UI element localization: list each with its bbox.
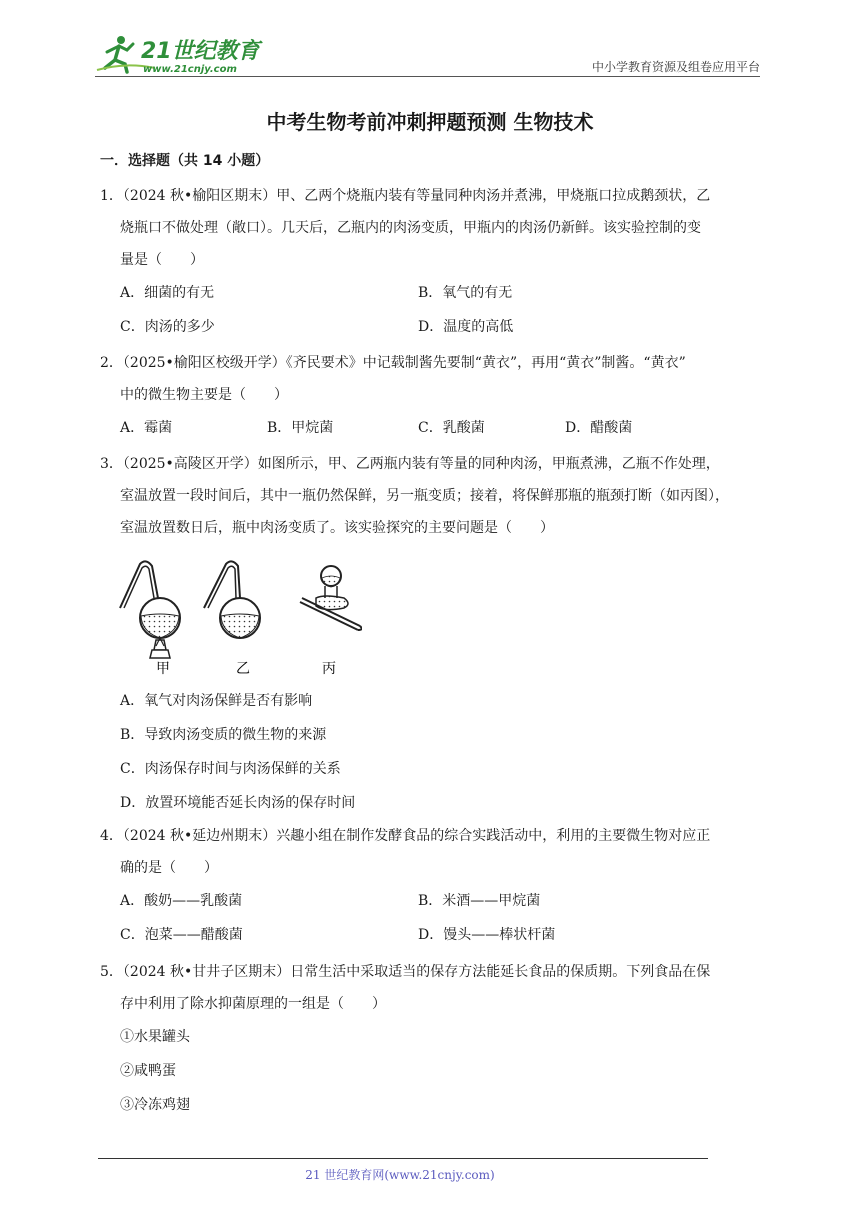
question-1-options-row-1 [100, 276, 762, 310]
question-4-options-row-1 [100, 884, 762, 918]
option-a[interactable]: A．细菌的有无 [120, 285, 215, 301]
question-1-line-2: 烧瓶口不做处理（敞口）。几天后，乙瓶内的肉汤变质，甲瓶内的肉汤仍新鲜。该实验控制的变 [120, 220, 701, 236]
page-header [95, 28, 760, 78]
option-c[interactable]: C．泡菜——醋酸菌 [120, 927, 243, 943]
footer-divider [98, 1158, 708, 1159]
option-d[interactable]: D．醋酸菌 [565, 420, 633, 436]
section-heading: 一．选择题（共 14 小题） [100, 153, 270, 169]
page-title: 中考生物考前冲刺押题预测 生物技术 [266, 110, 594, 134]
flask-jia-icon [120, 561, 180, 658]
question-3 [100, 448, 762, 544]
option-a[interactable]: A．霉菌 [120, 420, 173, 436]
question-2-line-1: 2．（2025•榆阳区校级开学）《齐民要术》中记载制酱先要制“黄衣”，再用“黄衣”制酱。“黄衣” [100, 355, 686, 371]
flask-experiment-figure [118, 560, 362, 675]
question-1-line-3: 量是（ ） [120, 252, 204, 268]
flask-bing-icon [300, 566, 362, 630]
option-b[interactable]: B．米酒——甲烷菌 [418, 893, 541, 909]
header-divider [95, 76, 760, 77]
option-b[interactable]: B．导致肉汤变质的微生物的来源 [120, 727, 327, 743]
svg-text:乙: 乙 [236, 661, 250, 675]
question-2-options-row [100, 411, 762, 445]
question-4-line-1: 4．（2024 秋•延边州期末）兴趣小组在制作发酵食品的综合实践活动中，利用的主要微生物对应正 [100, 828, 711, 844]
option-c[interactable]: C．乳酸菌 [418, 420, 485, 436]
option-c[interactable]: C．肉汤的多少 [120, 319, 215, 335]
option-c[interactable]: C．肉汤保存时间与肉汤保鲜的关系 [120, 761, 341, 777]
svg-text:21世纪教育: 21世纪教育 [141, 39, 260, 64]
question-1-options-row-2 [100, 310, 762, 344]
flask-yi-icon [204, 561, 260, 638]
question-2-line-2: 中的微生物主要是（ ） [120, 387, 288, 403]
question-5 [100, 956, 762, 1122]
svg-text:www.21cnjy.com: www.21cnjy.com [143, 64, 237, 75]
question-2 [100, 347, 762, 445]
svg-text:丙: 丙 [322, 661, 336, 675]
question-5-item-2: ②咸鸭蛋 [120, 1063, 176, 1079]
question-3-line-3: 室温放置数日后，瓶中肉汤变质了。该实验探究的主要问题是（ ） [120, 520, 554, 536]
site-logo [95, 32, 265, 80]
question-3-options [100, 684, 762, 820]
option-b[interactable]: B．氧气的有无 [418, 285, 513, 301]
option-a[interactable]: A．氧气对肉汤保鲜是否有影响 [120, 693, 313, 709]
question-4-line-2: 确的是（ ） [120, 860, 218, 876]
question-5-line-2: 存中利用了除水抑菌原理的一组是（ ） [120, 996, 386, 1012]
svg-text:甲: 甲 [156, 661, 170, 675]
option-d[interactable]: D．放置环境能否延长肉汤的保存时间 [120, 795, 356, 811]
question-5-line-1: 5．（2024 秋•甘井子区期末）日常生活中采取适当的保存方法能延长食品的保质期。下列食品在保 [100, 964, 711, 980]
option-d[interactable]: D．温度的高低 [418, 319, 514, 335]
option-d[interactable]: D．馒头——棒状杆菌 [418, 927, 556, 943]
question-1-line-1: 1．（2024 秋•榆阳区期末）甲、乙两个烧瓶内装有等量同种肉汤并煮沸，甲烧瓶口拉成鹅颈状，乙 [100, 188, 711, 204]
option-b[interactable]: B．甲烷菌 [267, 420, 334, 436]
question-1 [100, 180, 762, 344]
question-5-item-1: ①水果罐头 [120, 1029, 190, 1045]
question-3-line-1: 3．（2025•高陵区开学）如图所示，甲、乙两瓶内装有等量的同种肉汤，甲瓶煮沸，乙瓶不作处理， [100, 456, 720, 472]
question-4 [100, 820, 762, 952]
question-3-line-2: 室温放置一段时间后，其中一瓶仍然保鲜，另一瓶变质；接着，将保鲜那瓶的瓶颈打断（如丙图）， [120, 488, 729, 504]
question-4-options-row-2 [100, 918, 762, 952]
question-5-item-3: ③冷冻鸡翅 [120, 1097, 190, 1113]
header-platform-text: 中小学教育资源及组卷应用平台 [591, 60, 760, 74]
footer-link[interactable]: 21 世纪教育网(www.21cnjy.com) [305, 1168, 495, 1182]
option-a[interactable]: A．酸奶——乳酸菌 [120, 893, 243, 909]
